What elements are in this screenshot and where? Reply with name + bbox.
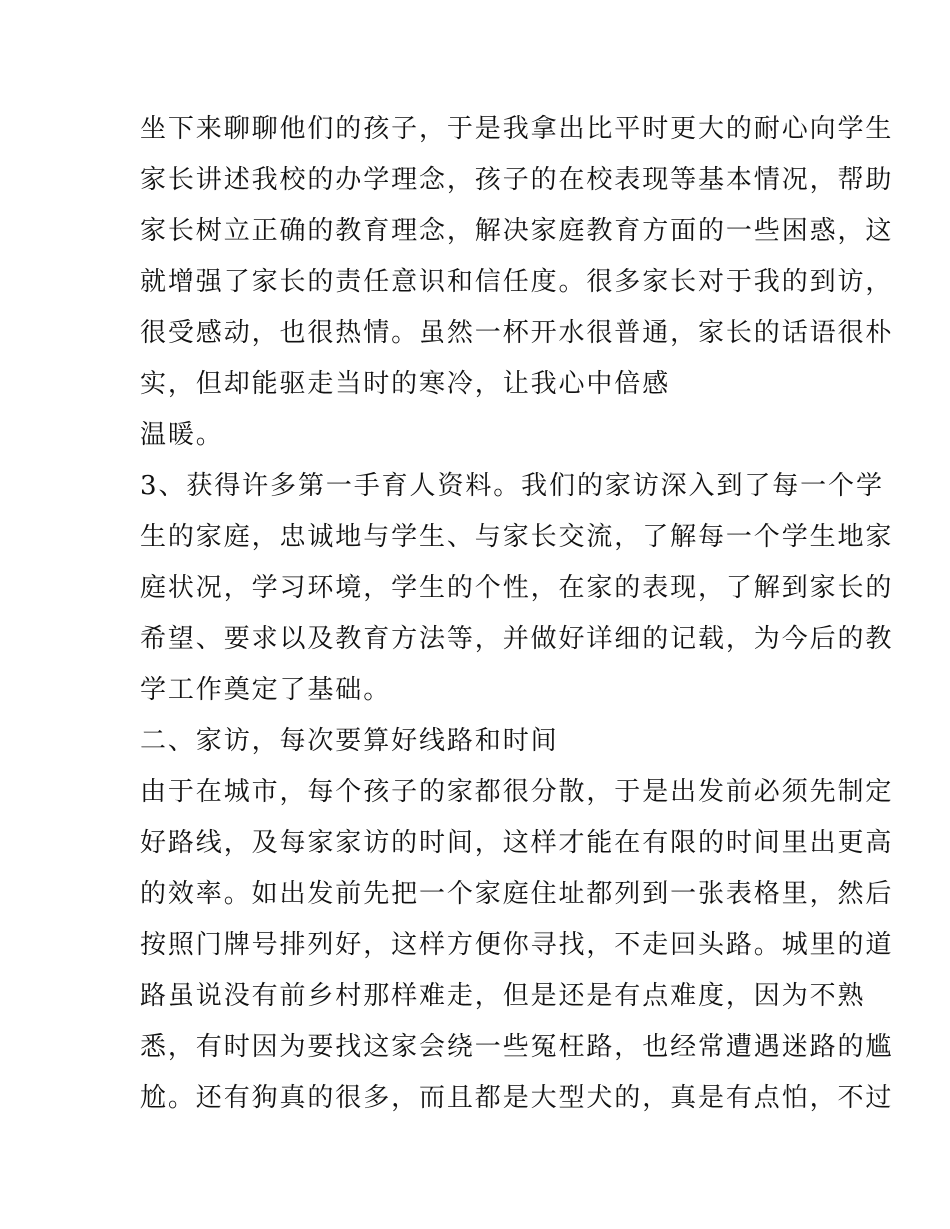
text-line: 学工作奠定了基础。 (140, 675, 392, 705)
document-body (140, 104, 894, 1124)
text-line: 悉，有时因为要找这家会绕一些冤枉路，也经常遭遇迷路的尴 (140, 1032, 894, 1062)
text-line: 生的家庭，忠诚地与学生、与家长交流，了解每一个学生地家 (140, 522, 894, 552)
text-line: 按照门牌号排列好，这样方便你寻找，不走回头路。城里的道 (140, 930, 894, 960)
text-line: 实，但却能驱走当时的寒冷，让我心中倍感 (140, 369, 671, 399)
text-line: 很受感动，也很热情。虽然一杯开水很普通，家长的话语很朴 (140, 318, 894, 348)
text-line: 希望、要求以及教育方法等，并做好详细的记载，为今后的教 (140, 624, 894, 654)
text-line: 家长讲述我校的办学理念，孩子的在校表现等基本情况，帮助 (140, 165, 894, 195)
text-line: 庭状况，学习环境，学生的个性，在家的表现，了解到家长的 (140, 573, 894, 603)
text-line: 路虽说没有前乡村那样难走，但是还是有点难度，因为不熟 (140, 981, 866, 1011)
text-line: 尬。还有狗真的很多，而且都是大型犬的，真是有点怕，不过 (140, 1083, 894, 1113)
text-line: 家长树立正确的教育理念，解决家庭教育方面的一些困惑，这 (140, 216, 894, 246)
text-line: 坐下来聊聊他们的孩子，于是我拿出比平时更大的耐心向学生 (140, 114, 894, 144)
text-line: 好路线，及每家家访的时间，这样才能在有限的时间里出更高 (140, 828, 894, 858)
text-line: 温暖。 (140, 420, 224, 450)
text-line: 的效率。如出发前先把一个家庭住址都列到一张表格里，然后 (140, 879, 894, 909)
text-line: 由于在城市，每个孩子的家都很分散，于是出发前必须先制定 (140, 777, 894, 807)
text-line: 就增强了家长的责任意识和信任度。很多家长对于我的到访， (140, 267, 894, 297)
section-heading: 二、家访，每次要算好线路和时间 (140, 726, 559, 756)
text-line: 3、获得许多第一手育人资料。我们的家访深入到了每一个学 (140, 471, 884, 501)
